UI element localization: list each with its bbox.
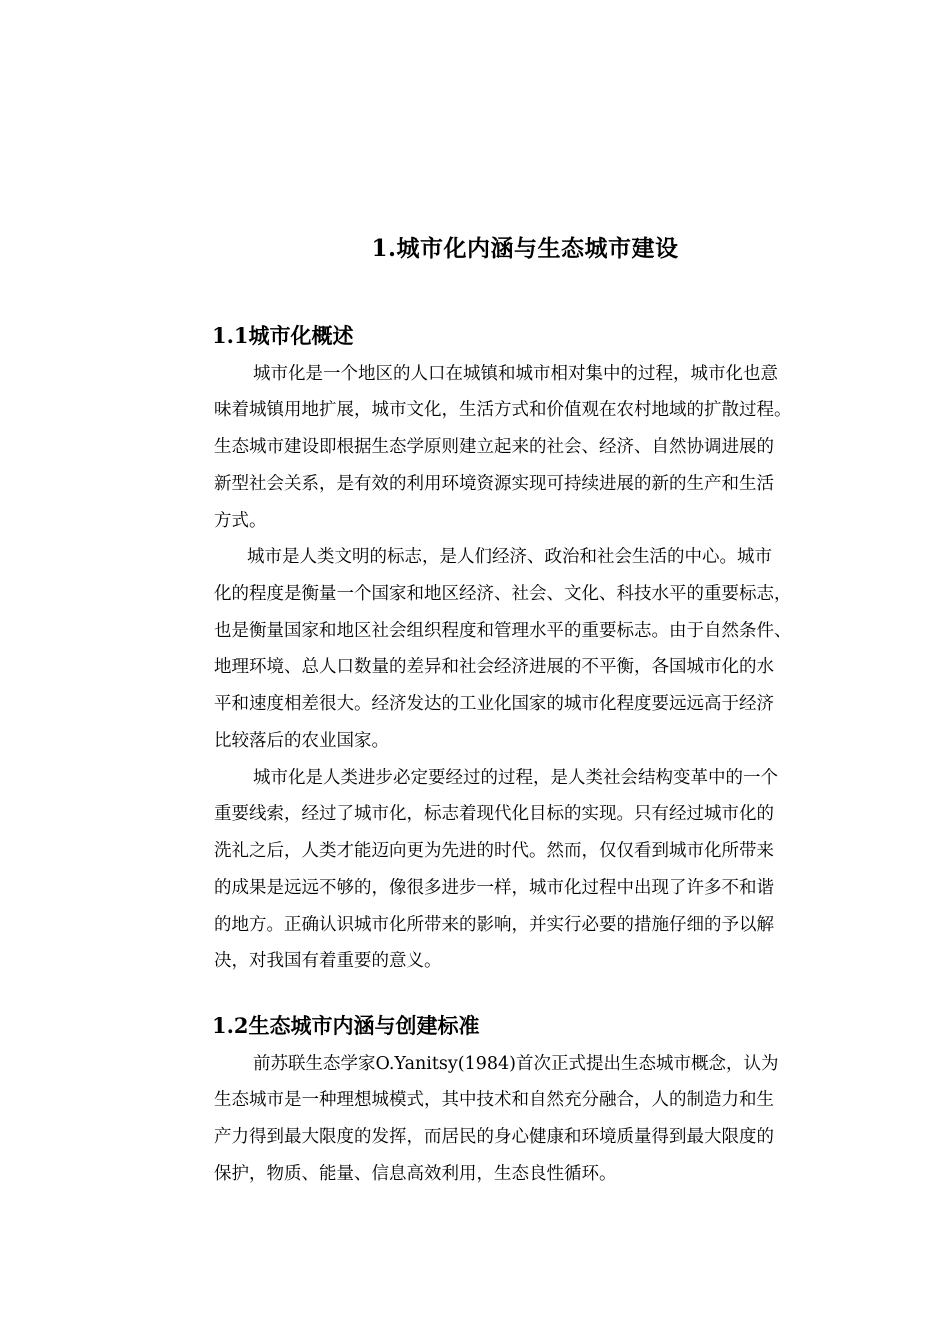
- paragraph-line: 味着城镇用地扩展，城市文化，生活方式和价值观在农村地域的扩散过程。: [214, 400, 792, 420]
- paragraph-line: 保护，物质、能量、信息高效利用，生态良性循环。: [214, 1164, 617, 1184]
- paragraph-line: 重要线索，经过了城市化，标志着现代化目标的实现。只有经过城市化的: [214, 804, 774, 824]
- paragraph-line: 地理环境、总人口数量的差异和社会经济进展的不平衡，各国城市化的水: [214, 657, 774, 677]
- paragraph-line: 城市是人类文明的标志，是人们经济、政治和社会生活的中心。城市: [247, 547, 772, 567]
- paragraph-line: 平和速度相差很大。经济发达的工业化国家的城市化程度要远远高于经济: [214, 694, 774, 714]
- paragraph-line: 方式。: [214, 511, 267, 531]
- paragraph-line: 决，对我国有着重要的意义。: [214, 951, 442, 971]
- paragraph-line: 城市化是人类进步必定要经过的过程，是人类社会结构变革中的一个: [253, 768, 778, 788]
- section-heading-1-2: 1.2生态城市内涵与创建标准: [212, 1013, 480, 1038]
- paragraph-line: 生态城市是一种理想城模式，其中技术和自然充分融合，人的制造力和生: [214, 1090, 774, 1110]
- paragraph-line: 生态城市建设即根据生态学原则建立起来的社会、经济、自然协调进展的: [214, 437, 774, 457]
- paragraph-line: 也是衡量国家和地区社会组织程度和管理水平的重要标志。由于自然条件、: [214, 621, 792, 641]
- paragraph-line: 化的程度是衡量一个国家和地区经济、社会、文化、科技水平的重要标志，: [214, 584, 792, 604]
- section-heading-1-1: 1.1城市化概述: [212, 323, 354, 348]
- document-title: 1.城市化内涵与生态城市建设: [371, 235, 679, 262]
- paragraph-line: 洗礼之后，人类才能迈向更为先进的时代。然而，仅仅看到城市化所带来: [214, 841, 774, 861]
- paragraph-line: 城市化是一个地区的人口在城镇和城市相对集中的过程，城市化也意: [253, 364, 778, 384]
- paragraph-line: 的地方。正确认识城市化所带来的影响，并实行必要的措施仔细的予以解: [214, 915, 774, 935]
- paragraph-line: 前苏联生态学家O.Yanitsy(1984)首次正式提出生态城市概念，认为: [253, 1054, 779, 1074]
- paragraph-line: 新型社会关系，是有效的利用环境资源实现可持续进展的新的生产和生活: [214, 474, 774, 494]
- paragraph-line: 比较落后的农业国家。: [214, 731, 389, 751]
- paragraph-line: 的成果是远远不够的，像很多进步一样，城市化过程中出现了许多不和谐: [214, 878, 774, 898]
- paragraph-line: 产力得到最大限度的发挥，而居民的身心健康和环境质量得到最大限度的: [214, 1127, 774, 1147]
